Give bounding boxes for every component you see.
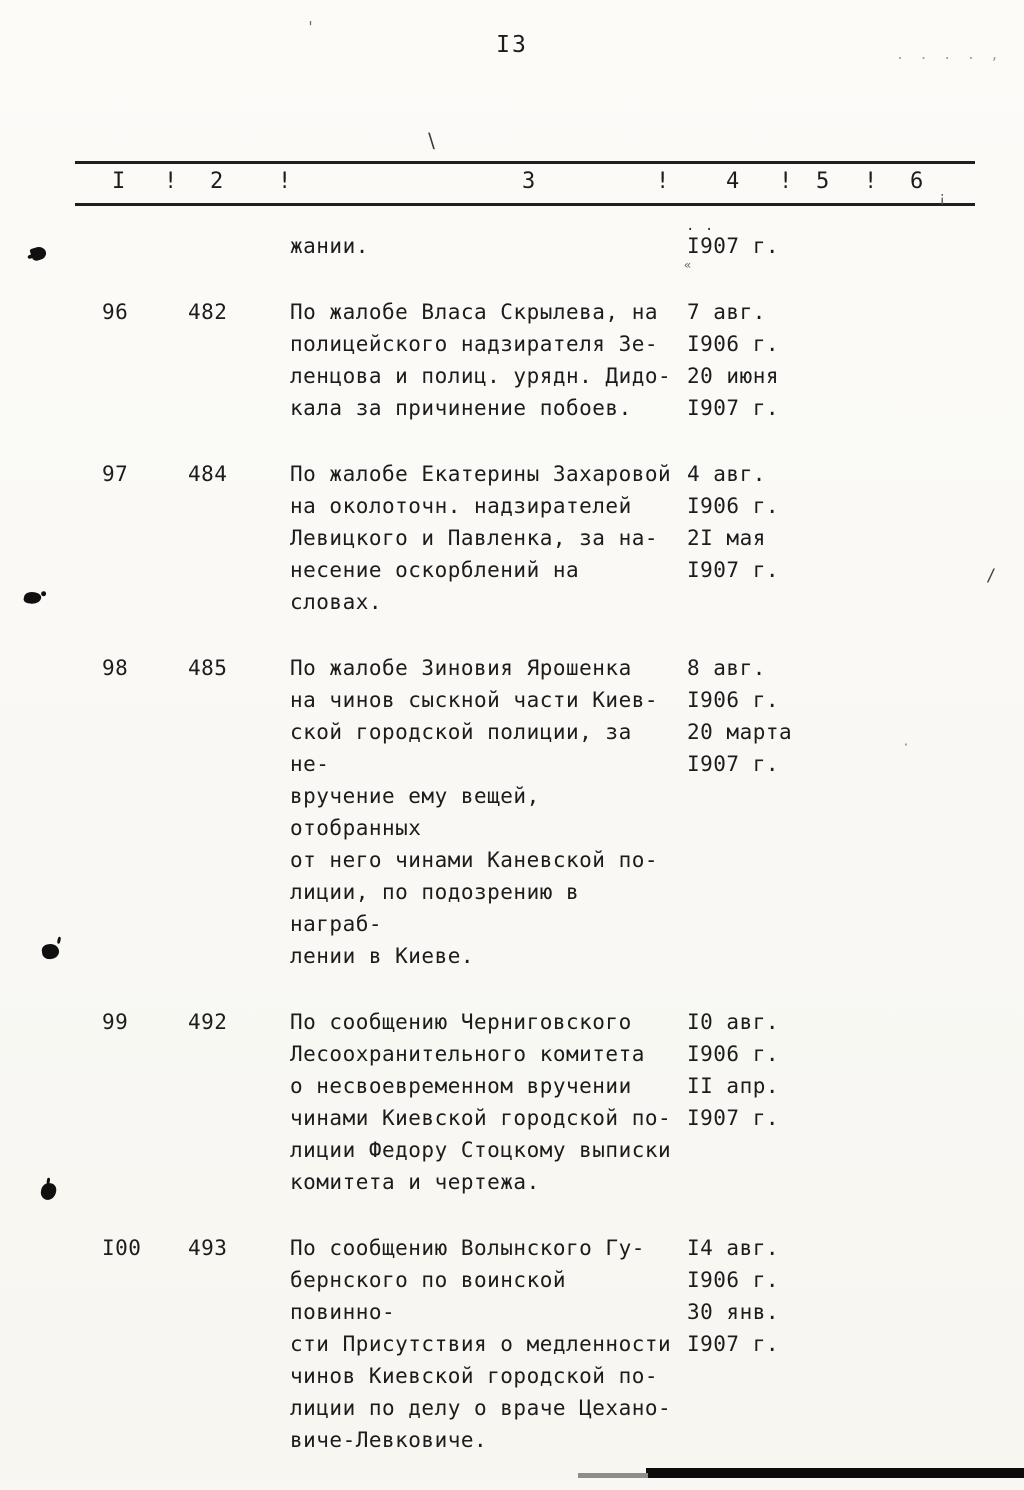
case-number: 98 [102,656,129,680]
case-description [290,230,675,262]
description-line: лении в Киеве. [290,944,475,968]
date-line: I906 г. [687,332,780,356]
header-col-1: I [112,169,126,194]
file-number: 493 [188,1236,228,1260]
case-dates [675,296,779,424]
description-line: лиции Федору Стоцкому выписки [290,1138,672,1162]
scan-speck: · · [686,222,715,238]
case-number: 99 [102,1010,129,1034]
date-line: 2I мая [687,526,766,550]
header-col-4: 4 [726,169,740,194]
date-line: 20 марта [687,720,793,744]
date-line: I907 г. [687,1332,780,1356]
scan-speck: \ [424,129,439,153]
description-line: полицейского надзирателя Зе- [290,332,659,356]
case-number: I00 [102,1236,142,1260]
description-line: комитета и чертежа. [290,1170,540,1194]
header-separator: ! [779,169,793,194]
header-col-3: 3 [522,169,536,194]
description-line: По жалобе Власа Скрылева, на [290,300,659,324]
description-line: на околоточн. надзирателей [290,494,632,518]
case-description [290,296,675,424]
description-line: сти Присутствия о медленности [290,1332,672,1356]
inventory-table-body [0,230,1024,1490]
date-line: I906 г. [687,1042,780,1066]
scan-edge-bar [646,1468,1024,1478]
date-line: I4 авг. [687,1236,780,1260]
date-line: I907 г. [687,396,780,420]
date-line: 30 янв. [687,1300,780,1324]
date-line: I907 г. [687,558,780,582]
scan-speck: ¡ [938,190,947,206]
description-line: чинами Киевской городской по- [290,1106,672,1130]
description-line: жании. [290,234,369,258]
case-number [0,230,140,262]
description-line: на чинов сыскной части Киев- [290,688,659,712]
case-description [290,458,675,618]
case-dates [675,458,779,618]
table-row [0,1006,1024,1198]
date-line: 7 авг. [687,300,766,324]
date-line: I907 г. [687,234,780,258]
date-line: I907 г. [687,1106,780,1130]
header-separator: ! [656,169,670,194]
date-line: I907 г. [687,752,780,776]
description-line: По сообщению Волынского Гу- [290,1236,645,1260]
table-row [0,652,1024,972]
date-line: I906 г. [687,688,780,712]
header-separator: ! [864,169,878,194]
header-col-2: 2 [210,169,224,194]
description-line: По жалобе Екатерины Захаровой [290,462,672,486]
description-line: По жалобе Зиновия Ярошенка [290,656,632,680]
page-number: I3 [496,32,528,58]
description-line: виче-Левковиче. [290,1428,488,1452]
description-line: ской городской полиции, за не- [290,720,632,776]
description-line: бернского по воинской повинно- [290,1268,567,1324]
case-description [290,1006,675,1198]
header-separator: ! [278,169,292,194]
table-row [0,296,1024,424]
date-line: I906 г. [687,1268,780,1292]
case-dates [675,1006,779,1198]
file-number: 482 [188,300,228,324]
description-line: от него чинами Каневской по- [290,848,659,872]
description-line: о несвоевременном вручении [290,1074,632,1098]
file-number: 484 [188,462,228,486]
scan-speck: / [986,566,997,586]
description-line: лиции, по подозрению в награб- [290,880,580,936]
table-row [0,458,1024,618]
header-separator: ! [164,169,178,194]
scan-speck: ' [306,18,316,36]
description-line: чинов Киевской городской по- [290,1364,659,1388]
date-line: 4 авг. [687,462,766,486]
date-line: I906 г. [687,494,780,518]
scan-speck: « [684,258,692,272]
case-number: 96 [102,300,129,324]
scan-edge-smudge [578,1473,648,1478]
table-header-row [0,169,1024,201]
description-line: лиции по делу о враче Цехано- [290,1396,672,1420]
scan-speck: . . . . , [896,48,1003,63]
date-line: 20 июня [687,364,780,388]
header-col-5: 5 [816,169,830,194]
description-line: несение оскорблений на словах. [290,558,580,614]
file-number: 492 [188,1010,228,1034]
description-line: вручение ему вещей, отобранных [290,784,540,840]
case-description [290,652,675,972]
file-number [140,230,290,262]
description-line: По сообщению Черниговского [290,1010,632,1034]
case-dates [675,1232,779,1456]
description-line: кала за причинение побоев. [290,396,632,420]
description-line: Лесоохранительного комитета [290,1042,645,1066]
date-line: I0 авг. [687,1010,780,1034]
file-number: 485 [188,656,228,680]
header-col-6: 6 [910,169,924,194]
description-line: ленцова и полиц. урядн. Дидо- [290,364,672,388]
case-number: 97 [102,462,129,486]
description-line: Левицкого и Павленка, за на- [290,526,659,550]
date-line: 8 авг. [687,656,766,680]
table-top-rule [75,161,975,164]
scan-speck: · [902,738,910,753]
table-row [0,1232,1024,1456]
date-line: II апр. [687,1074,780,1098]
case-dates [675,652,792,972]
case-description [290,1232,675,1456]
table-header-rule [75,203,975,206]
table-row [0,230,1024,262]
